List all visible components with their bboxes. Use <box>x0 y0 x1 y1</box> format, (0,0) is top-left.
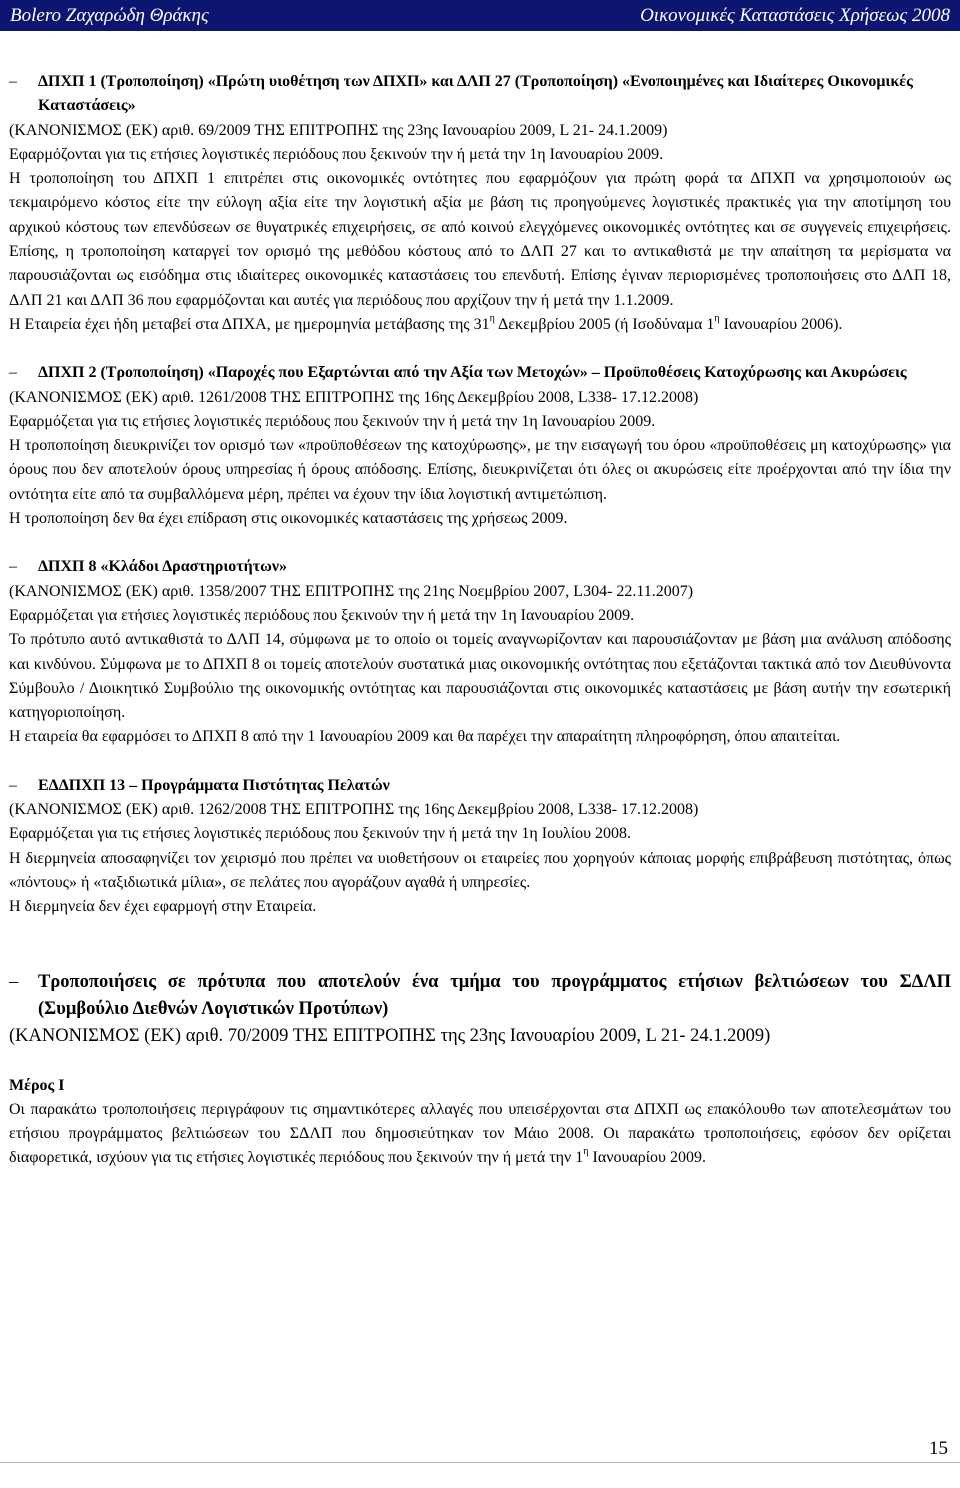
applies-from: Εφαρμόζεται για τις ετήσιες λογιστικές περιόδους που ξεκινούν την ή μετά την 1η Ιανουαρίου 2009. <box>9 412 656 430</box>
page-header <box>0 0 960 31</box>
document-body <box>9 70 951 1171</box>
dash-bullet: – <box>9 73 17 90</box>
header-report-title: Οικονομικές Καταστάσεις Χρήσεως 2008 <box>640 5 950 26</box>
section-ifrs2 <box>9 361 951 531</box>
section-body: Η διερμηνεία αποσαφηνίζει τον χειρισμό που πρέπει να υιοθετήσουν οι εταιρείες που χορηγούν κάποιας μορφής επιβράβευση πιστότητας, όπως «πόντους» ή «ταξιδιωτικά μίλια», σε πελάτες που αγοράζουν αγαθά ή υπηρεσίες. <box>9 849 951 891</box>
section-body: Το πρότυπο αυτό αντικαθιστά το ΔΛΠ 14, σύμφωνα με το οποίο οι τομείς αναγνωρίζονταν και παρουσιάζονταν με βάση μια ανάλυση απόδοσης και κινδύνου. Σύμφωνα με το ΔΠΧΠ 8 οι τομείς αποτελούν συστατικά μιας οικονομικής οντότητας που εξετάζονται τακτικά από τον Διευθύνοντα Σύμβουλο / Διοικητικό Συμβούλιο της οικονομικής οντότητας και παρουσιάζονται στις οικονομικές καταστάσεις με βάση αυτήν την εσωτερική κατηγοριοποίηση. <box>9 631 951 722</box>
section-title-text: ΔΠΧΠ 1 (Τροποποίηση) «Πρώτη υιοθέτηση των ΔΠΧΠ» και ΔΛΠ 27 (Τροποποίηση) «Ενοποιημένες και Ιδιαίτερες Οικονομικές Καταστάσεις» <box>38 73 913 115</box>
section-title <box>9 361 951 385</box>
section-annual-improvements <box>9 969 951 1050</box>
section-title-text: ΔΠΧΠ 2 (Τροποποίηση) «Παροχές που Εξαρτώνται από την Αξία των Μετοχών» – Προϋποθέσεις Κατοχύρωσης και Ακυρώσεις <box>38 364 907 382</box>
dash-bullet: – <box>9 776 17 794</box>
section-title-text: ΕΔΔΠΧΠ 13 – Προγράμματα Πιστότητας Πελατών <box>38 776 390 794</box>
transition-note <box>9 313 951 337</box>
regulation-reference: (ΚΑΝΟΝΙΣΜΟΣ (ΕΚ) αριθ. 69/2009 ΤΗΣ ΕΠΙΤΡΟΠΗΣ της 23ης Ιανουαρίου 2009, L 21- 24.1.2009) <box>9 121 668 139</box>
section-title <box>9 774 951 798</box>
section-body: Η τροποποίηση διευκρινίζει τον ορισμό των «προϋποθέσεων της κατοχύρωσης», με την εισαγωγή του όρου «προϋποθέσεις μη κατοχύρωσης» για όρους που δεν αποτελούν όρους υπηρεσίας ή όρους απόδοσης. Επίσης, διευκρινίζεται ότι όλες οι ακυρώσεις είτε προέρχονται από την ίδια την οντότητα είτε από τα συμβαλλόμενα μέρη, πρέπει να έχουν την ίδια λογιστική αντιμετώπιση. <box>9 437 951 503</box>
regulation-reference: (ΚΑΝΟΝΙΣΜΟΣ (ΕΚ) αριθ. 1262/2008 ΤΗΣ ΕΠΙΤΡΟΠΗΣ της 16ης Δεκεμβρίου 2008, L338- 17.12.2008) <box>9 801 699 819</box>
regulation-reference: (ΚΑΝΟΝΙΣΜΟΣ (ΕΚ) αριθ. 70/2009 ΤΗΣ ΕΠΙΤΡΟΠΗΣ της 23ης Ιανουαρίου 2009, L 21- 24.1.2009) <box>9 1025 771 1046</box>
effect-note: Η εταιρεία θα εφαρμόσει το ΔΠΧΠ 8 από την 1 Ιανουαρίου 2009 και θα παρέχει την απαραίτητη πληροφόρηση, όπου απαιτείται. <box>9 728 841 746</box>
dash-bullet: – <box>9 971 19 992</box>
transition-text-c: Ιανουαρίου 2006). <box>719 315 843 333</box>
part-heading: Μέρος Ι <box>9 1076 65 1094</box>
page-number: 15 <box>929 1438 948 1459</box>
applies-from: Εφαρμόζεται για τις ετήσιες λογιστικές περιόδους που ξεκινούν την ή μετά την 1η Ιουλίου 2008. <box>9 825 631 843</box>
section-title-text: Τροποποιήσεις σε πρότυπα που αποτελούν ένα τμήμα του προγράμματος ετήσιων βελτιώσεων του ΣΔΛΠ (Συμβούλιο Διεθνών Λογιστικών Προτύπων) <box>38 971 951 1019</box>
section-title-text: ΔΠΧΠ 8 «Κλάδοι Δραστηριοτήτων» <box>38 558 287 576</box>
applies-from: Εφαρμόζονται για τις ετήσιες λογιστικές περιόδους που ξεκινούν την ή μετά την 1η Ιανουαρίου 2009. <box>9 145 664 163</box>
transition-text-b: Δεκεμβρίου 2005 (ή Ισοδύναμα 1 <box>494 315 715 333</box>
ordinal-superscript: η <box>583 1146 589 1158</box>
ordinal-superscript: η <box>489 312 495 324</box>
footer-divider <box>0 1462 960 1463</box>
dash-bullet: – <box>9 364 17 382</box>
part-body-text-b: Ιανουαρίου 2009. <box>588 1149 706 1167</box>
section-ifrs1 <box>9 70 951 337</box>
effect-note: Η διερμηνεία δεν έχει εφαρμογή στην Εταιρεία. <box>9 898 317 916</box>
regulation-reference: (ΚΑΝΟΝΙΣΜΟΣ (ΕΚ) αριθ. 1261/2008 ΤΗΣ ΕΠΙΤΡΟΠΗΣ της 16ης Δεκεμβρίου 2008, L338- 17.12.2008) <box>9 388 699 406</box>
section-title <box>9 969 951 1023</box>
header-company-name: Bolero Ζαχαρώδη Θράκης <box>10 5 209 26</box>
section-ifric13 <box>9 774 951 920</box>
part-body <box>9 1098 951 1171</box>
part-body-text-a: Οι παρακάτω τροποποιήσεις περιγράφουν τις σημαντικότερες αλλαγές που υπεισέρχονται στα ΔΠΧΠ ως επακόλουθο των αποτελεσμάτων του ετήσιου προγράμματος βελτιώσεων του ΣΔΛΠ που δημοσιεύτηκαν τον Μάιο 2008. Οι παρακάτω τροποποιήσεις, εφόσον δεν ορίζεται διαφορετικά, ισχύουν για τις ετήσιες λογιστικές περιόδους που ξεκινούν την ή μετά την 1 <box>9 1100 951 1167</box>
regulation-reference: (ΚΑΝΟΝΙΣΜΟΣ (ΕΚ) αριθ. 1358/2007 ΤΗΣ ΕΠΙΤΡΟΠΗΣ της 21ης Νοεμβρίου 2007, L304- 22.11.2007) <box>9 582 694 600</box>
section-body: Η τροποποίηση του ΔΠΧΠ 1 επιτρέπει στις οικονομικές οντότητες που εφαρμόζουν για πρώτη φορά τα ΔΠΧΠ να χρησιμοποιούν ως τεκμαιρόμενο κόστος είτε την εύλογη αξία είτε την λογιστική αξία με βάση τις προηγούμενες λογιστικές πρακτικές για την αποτίμηση του αρχικού κόστους των επενδύσεων σε θυγατρικές επιχειρήσεις, σε από κοινού ελεγχόμενες οικονομικές οντότητες και σε συγγενείς επιχειρήσεις. Επίσης, η τροποποίηση καταργεί τον ορισμό της μεθόδου κόστους από το ΔΛΠ 27 και το αντικαθιστά με την απαίτηση τα μερίσματα να παρουσιάζονται ως εισόδημα στις ιδιαίτερες οικονομικές καταστάσεις του επενδυτή. Επίσης έγιναν περιορισμένες τροποποιήσεις στο ΔΛΠ 18, ΔΛΠ 21 και ΔΛΠ 36 που εφαρμόζονται και αυτές για περιόδους που αρχίζουν την ή μετά την 1.1.2009. <box>9 170 951 309</box>
section-title <box>9 70 951 119</box>
dash-bullet: – <box>9 558 17 576</box>
section-part-one <box>9 1074 951 1171</box>
ordinal-superscript: η <box>714 312 720 324</box>
transition-text-a: Η Εταιρεία έχει ήδη μεταβεί στα ΔΠΧΑ, με ημερομηνία μετάβασης της 31 <box>9 315 490 333</box>
applies-from: Εφαρμόζεται για ετήσιες λογιστικές περιόδους που ξεκινούν την ή μετά την 1η Ιανουαρίου 2009. <box>9 606 635 624</box>
section-title <box>9 555 951 579</box>
effect-note: Η τροποποίηση δεν θα έχει επίδραση στις οικονομικές καταστάσεις της χρήσεως 2009. <box>9 510 568 528</box>
section-ifrs8 <box>9 555 951 749</box>
